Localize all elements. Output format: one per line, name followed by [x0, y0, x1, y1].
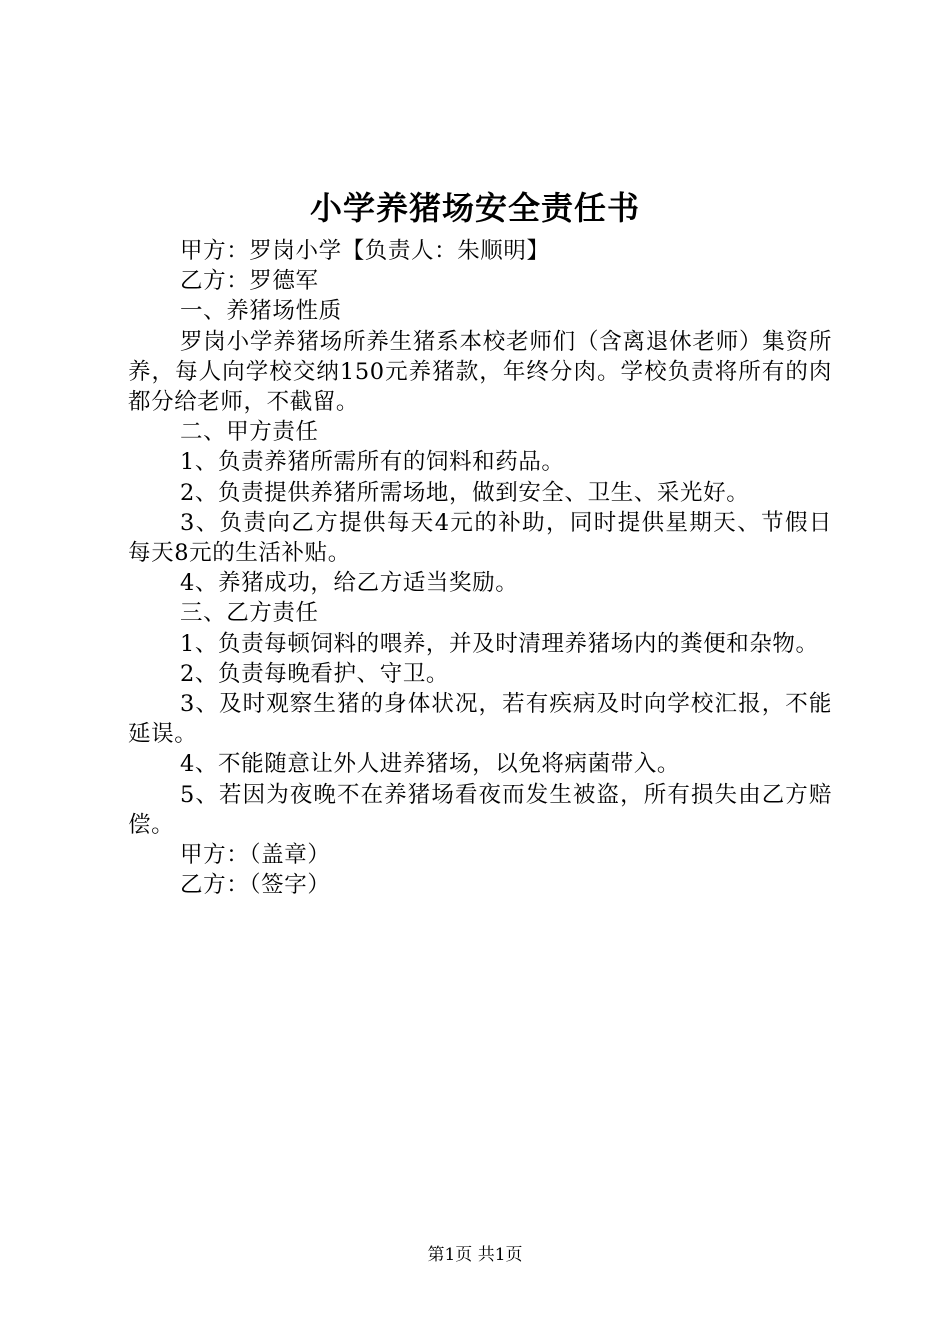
- section-heading-party-a: 二、甲方责任: [180, 419, 319, 446]
- party-b-signature-line: 乙方：（签字）: [180, 872, 331, 899]
- party-a-seal-line: 甲方：（盖章）: [180, 842, 331, 869]
- section-heading-nature: 一、养猪场性质: [180, 298, 342, 325]
- page-number: 第1页 共1页: [427, 1245, 523, 1265]
- party-a-line: 甲方：罗岗小学【负责人：朱顺明】: [180, 238, 550, 264]
- party-b-item-2: 2、负责每晚看护、守卫。: [180, 660, 450, 687]
- party-a-item-3: 3、负责向乙方提供每天4元的补助，同时提供星期天、节假日每天8元的生活补贴。: [128, 509, 832, 567]
- party-a-item-1: 1、负责养猪所需所有的饲料和药品。: [180, 449, 565, 476]
- party-b-line: 乙方：罗德军: [180, 268, 319, 295]
- section-heading-party-b: 三、乙方责任: [180, 600, 319, 627]
- party-b-item-1: 1、负责每顿饲料的喂养，并及时清理养猪场内的粪便和杂物。: [180, 630, 819, 657]
- party-b-item-5: 5、若因为夜晚不在养猪场看夜而发生被盗，所有损失由乙方赔偿。: [128, 781, 832, 838]
- party-b-item-3: 3、及时观察生猪的身体状况，若有疾病及时向学校汇报，不能延误。: [128, 691, 832, 748]
- party-a-item-4: 4、养猪成功，给乙方适当奖励。: [180, 570, 519, 597]
- party-a-item-2: 2、负责提供养猪所需场地，做到安全、卫生、采光好。: [180, 479, 750, 506]
- party-b-item-4: 4、不能随意让外人进养猪场，以免将病菌带入。: [180, 751, 681, 778]
- document-title: 小学养猪场安全责任书: [309, 189, 640, 227]
- nature-paragraph: 罗岗小学养猪场所养生猪系本校老师们（含离退休老师）集资所养，每人向学校交纳150元养猪款，年终分肉。学校负责将所有的肉都分给老师，不截留。: [128, 328, 832, 416]
- document-body: [128, 236, 832, 900]
